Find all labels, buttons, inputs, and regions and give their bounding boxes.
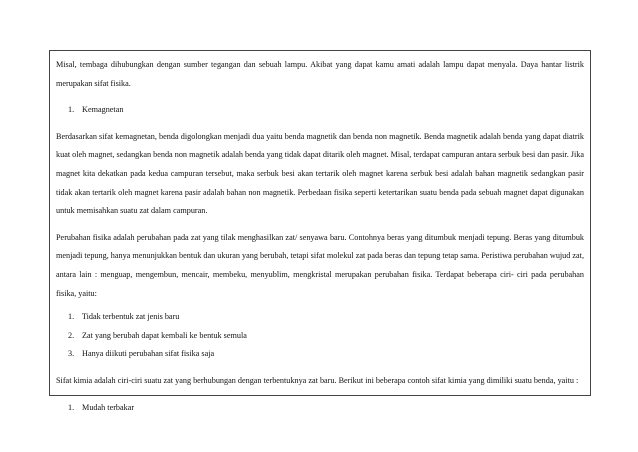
list-number: 2.	[68, 330, 75, 340]
text-line: campuran antara serbuk besi dan pasir. Jika magnet kita dekatkan pada kedua campuran tersebut, maka serbuk besi akan tertarik oleh magnet	[56, 150, 584, 178]
text-line: Perubahan fisika adalah perubahan pada zat yang tilak menghasilkan zat/ senyawa baru. Contohnya beras yang ditumbuk menjadi tepung. Beras	[56, 232, 533, 242]
list-label: Tidak terbentuk zat jenis baru	[81, 312, 180, 322]
list-label: Hanya diikuti perubahan sifat fisika saja	[82, 349, 215, 359]
list-item	[56, 345, 584, 364]
text-line: karena serbuk besi adalah bahan magnetik sedangkan pasir tidak akan tertarik oleh magnet karena pasir adalah bahan non magnetik. Perbedaan	[56, 168, 585, 197]
list-label: Kemagnetan	[82, 105, 124, 115]
text-line: benda, yaitu :	[533, 375, 579, 385]
list-label: Mudah terbakar	[82, 402, 135, 412]
list-label: Zat yang berubah dapat kembali ke bentuk semula	[82, 330, 247, 340]
text-line: Sifat kimia adalah ciri-ciri suatu zat yang berhubungan dengan terbentuknya zat baru. Berikut ini beberapa contoh sifat kimia yang dimiliki suatu	[56, 375, 532, 385]
text-line: yang ditumbuk menjadi tepung, hanya menunjukkan bentuk dan ukuran yang berubah, tetapi sifat molekul zat pada beras dan tepung tetap	[56, 232, 585, 261]
text-line: Misal, tembaga dihubungkan dengan sumber tegangan dan sebuah lampu. Akibat yang dapat kamu amati adalah lampu dapat menyala. Daya	[56, 60, 538, 69]
text-box	[49, 50, 591, 412]
list-number: 3.	[68, 349, 75, 359]
text-line: hantar listrik merupakan sifat fisika.	[56, 60, 585, 88]
intro-paragraph	[56, 56, 584, 93]
text-line: Berdasarkan sifat kemagnetan, benda digolongkan menjadi dua yaitu benda magnetik dan benda non magnetik. Benda magnetik adalah benda	[56, 131, 523, 141]
text-line: fisika. Terdapat beberapa ciri- ciri pada perubahan fisika, yaitu:	[56, 269, 584, 298]
fisika-paragraph	[56, 229, 584, 303]
list-item-kemagnetan	[56, 101, 584, 120]
list-item-mudah-terbakar	[56, 399, 584, 418]
list-number: 1.	[68, 402, 75, 412]
text-line: fisika seperti ketertarikan suatu benda pada sebuah magnet dapat digunakan untuk memisahkan suatu zat dalam campuran.	[56, 187, 584, 216]
list-number: 1.	[68, 312, 75, 322]
kimia-paragraph	[56, 372, 584, 391]
list-item	[56, 308, 584, 327]
list-item	[56, 327, 584, 346]
text-line: sama. Peristiwa perubahan wujud zat, antara lain : menguap, mengembun, mencair, membeku, menyublim, mengkristal merupakan perubahan	[56, 251, 585, 279]
magnet-paragraph	[56, 128, 584, 221]
list-number: 1.	[68, 105, 75, 115]
text-line: yang dapat diatrik kuat oleh magnet, sedangkan benda non magnetik adalah benda yang tidak dapat ditarik oleh magnet. Misal, terdapat	[56, 131, 584, 160]
